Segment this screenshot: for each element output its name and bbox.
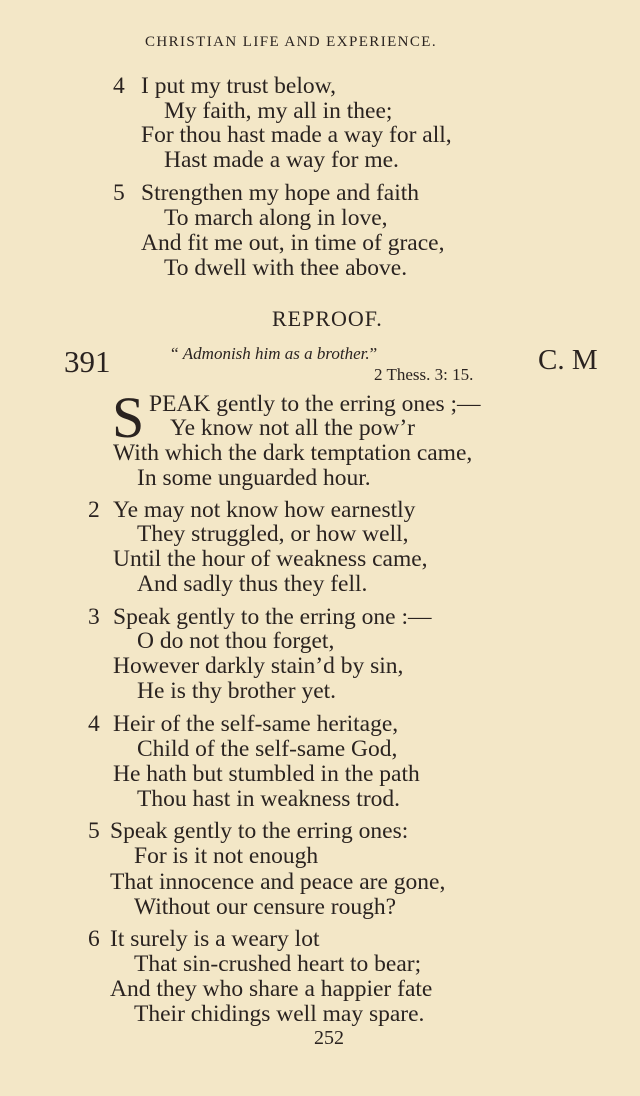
stanza-number: 5 [88, 818, 100, 844]
running-header: CHRISTIAN LIFE AND EXPERIENCE. [145, 34, 437, 50]
verse-line: Speak gently to the erring ones: [110, 818, 409, 844]
stanza-number: 3 [88, 604, 100, 630]
verse-line: My faith, my all in thee; [164, 98, 393, 124]
verse-line: And they who share a happier fate [110, 976, 433, 1002]
stanza-number: 5 [113, 180, 125, 206]
verse-line: That innocence and peace are gone, [110, 869, 446, 895]
stanza-number: 2 [88, 497, 100, 523]
verse-line: Hast made a way for me. [164, 147, 399, 173]
verse-line: Child of the self-same God, [137, 736, 398, 762]
verse-line: To march along in love, [164, 205, 388, 231]
verse-line: Ye know not all the pow’r [170, 415, 415, 441]
drop-cap: S [112, 385, 145, 450]
verse-line: And sadly thus they fell. [137, 571, 368, 597]
verse-line: PEAK gently to the erring ones ;— [149, 391, 481, 417]
verse-line: Without our censure rough? [134, 894, 397, 920]
hymn-number: 391 [64, 344, 111, 379]
verse-line: That sin-crushed heart to bear; [134, 951, 422, 977]
stanza-number: 4 [113, 73, 125, 99]
verse-line: They struggled, or how well, [137, 521, 409, 547]
verse-line: O do not thou forget, [137, 628, 335, 654]
epigraph: “ Admonish him as a brother.” [171, 344, 378, 363]
verse-line: To dwell with thee above. [164, 255, 408, 281]
verse-line: He is thy brother yet. [137, 678, 337, 704]
verse-line: I put my trust below, [141, 73, 336, 99]
verse-line: Strengthen my hope and faith [141, 180, 420, 206]
verse-line: Heir of the self-same heritage, [113, 711, 399, 737]
verse-line: With which the dark temptation came, [113, 440, 473, 466]
stanza-number: 6 [88, 926, 100, 952]
verse-line: In some unguarded hour. [137, 465, 371, 491]
verse-line: Until the hour of weakness came, [113, 546, 428, 572]
scripture-reference: 2 Thess. 3: 15. [374, 365, 474, 384]
verse-line: However darkly stain’d by sin, [113, 653, 404, 679]
verse-line: Ye may not know how earnestly [113, 497, 416, 523]
hymn-meter: C. M [538, 344, 598, 376]
verse-line: Speak gently to the erring one :— [113, 604, 432, 630]
section-title: REPROOF. [272, 306, 383, 331]
verse-line: It surely is a weary lot [110, 926, 320, 952]
verse-line: And fit me out, in time of grace, [141, 230, 445, 256]
verse-line: He hath but stumbled in the path [113, 761, 420, 787]
page-number: 252 [314, 1027, 344, 1049]
verse-line: For thou hast made a way for all, [141, 122, 452, 148]
verse-line: Thou hast in weakness trod. [137, 786, 401, 812]
stanza-number: 4 [88, 711, 100, 737]
verse-line: For is it not enough [134, 843, 319, 869]
verse-line: Their chidings well may spare. [134, 1001, 425, 1027]
